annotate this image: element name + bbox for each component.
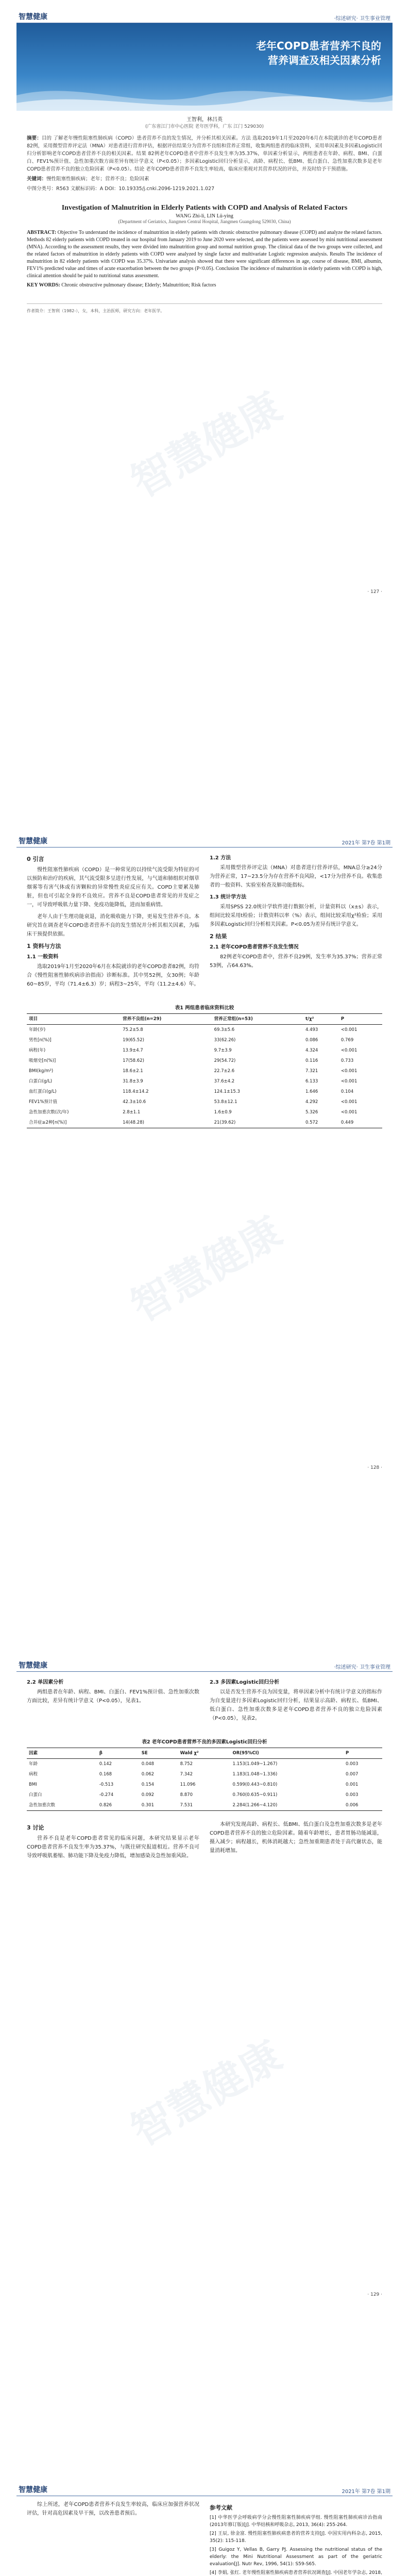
table-2-grid (27, 1748, 382, 1811)
table-cell: 0.062 (141, 1772, 155, 1777)
paragraph: 营养不良是老年COPD患者常见的临床问题，本研究结果显示老年COPD患者营养不良发生率为35.37%，与既往研究报道相近。营养不良可导致呼吸肌萎缩、肺功能下降及免疫力降低，增加感染及急性加重风险。 (27, 1836, 199, 1859)
keywords-cn: 关键词：慢性阻塞性肺疾病；老年；营养不良；危险因素 (27, 176, 149, 182)
table-cell: 7.321 (305, 1069, 318, 1074)
subsection-heading: 2.2 单因素分析 (27, 1680, 64, 1685)
table-cell: 0.154 (141, 1782, 155, 1787)
table-cell: 年龄 (29, 1761, 38, 1767)
paragraph: 综上所述，老年COPD患者营养不良发生率较高，临床应加强营养状况评估，针对高危因素及早干预，以改善患者预后。 (27, 2502, 199, 2516)
table-cell: 75.2±5.8 (123, 1027, 143, 1032)
column-left (27, 1820, 199, 1863)
table-header-cell: P (344, 1748, 382, 1759)
table-cell: 0.449 (339, 1117, 382, 1128)
table-cell: 0.104 (340, 1089, 354, 1094)
table-cell: 2.284(1.266~4.120) (231, 1800, 344, 1811)
paragraph: 两组患者在年龄、病程、BMI、白蛋白、FEV1%预计值、急性加重次数方面比较，差异有统计学意义（P<0.05），见表1。 (27, 1689, 199, 1704)
abstract-en: ABSTRACT: Objective To understand the incidence of malnutrition in elderly patients with chronic obstructive pulmonary disease (COPD) and analyze the related factors. Methods 82 elderly patients with COPD treated in our hospital from January 2019 to June 2020 were selected, and the patients were assessed by mini nutritional assessment (MNA). According to the assessment results, they were divided into malnutrition group and normal nutrition group. The clinical data of the two groups were collected, and the related factors of malnutrition in elderly patients with COPD were analyzed by single factor and multivariate Logistic regression analysis. Results The incidence of malnutrition in 82 elderly patients with COPD was 35.37%. Univariate analysis showed that there were significant differences in age, course of disease, BMI, albumin, FEV1% predicted value and times of acute exacerbation between the two groups (P<0.05). Conclusion The incidence of malnutrition in elderly patients with COPD is high, clinical attention should be paid to nutritional status assessment. KEY WORDS: Chronic obstructive pulmonary disease; Elderly; Malnutrition; Risk factors (27, 230, 382, 288)
page-header (16, 10, 393, 23)
table-cell: 男性[n(%)] (29, 1038, 52, 1043)
keywords-en: KEY WORDS: Chronic obstructive pulmonary disease; Elderly; Malnutrition; Risk factors (27, 282, 216, 288)
page-number: · 128 · (367, 1465, 382, 1470)
table-cell: 2.8±1.1 (123, 1110, 141, 1115)
table-cell: 1.183(1.048~1.336) (232, 1772, 278, 1777)
section-heading: 2 结果 (210, 933, 227, 940)
page-1 (16, 10, 393, 814)
table-row (27, 1035, 382, 1045)
reference-item: [3] Guigoz Y, Vellas B, Garry PJ. Assessing the nutritional status of the elderly: the Mini Nutritional Assessment as part of the geriatric evaluation[J]. Nutr Rev, 1996, 54(1): S59-S65. (210, 2547, 382, 2567)
table-header-cell: 项目 (27, 1014, 121, 1025)
title-line-1: 老年COPD患者营养不良的 (256, 40, 381, 52)
table-cell: 19(65.52) (123, 1038, 144, 1043)
table-cell: 22.7±2.6 (214, 1069, 235, 1074)
table-row (27, 1107, 382, 1117)
table-cell: 33(62.26) (214, 1038, 236, 1043)
table-cell: <0.001 (340, 1048, 357, 1053)
table-cell: <0.001 (340, 1110, 357, 1115)
paragraph: 采用SPSS 22.0统计学软件进行数据分析，计量资料以（x±s）表示，组间比较采用t检验；计数资料以率（%）表示，组间比较采用χ²检验；采用多因素Logistic回归分析相关因素。P<0.05为差异有统计学意义。 (210, 904, 382, 927)
paragraph: 以是否发生营养不良为因变量，将单因素分析中有统计学意义的指标作为自变量进行多因素Logistic回归分析，结果显示高龄、病程长、低BMI、低白蛋白、急性加重次数多是老年COPD患者营养不良的独立危险因素（P<0.05），见表2。 (210, 1689, 382, 1721)
table-cell: BMI(kg/m²) (29, 1069, 54, 1074)
table-cell: 白蛋白 (29, 1792, 42, 1798)
table-cell: 病程 (29, 1772, 38, 1777)
page-header: 智慧健康 ·综述研究· 卫生事业管理 (16, 1659, 393, 1672)
table-cell: 118.4±14.2 (123, 1089, 149, 1094)
column-right (210, 2500, 382, 2576)
reference-list (210, 2514, 382, 2576)
table-cell: 8.870 (180, 1792, 193, 1798)
table-row (27, 1056, 382, 1066)
table-row (27, 1800, 382, 1811)
table-cell: 0.116 (305, 1058, 318, 1063)
table-cell: 急性加重次数(次/年) (29, 1110, 69, 1115)
table-cell: 0.760(0.635~0.911) (232, 1792, 278, 1798)
table-header-cell: SE (140, 1748, 178, 1759)
reference-item: [4] 李娟, 张红. 老年慢性阻塞性肺疾病患者营养状况调查[J]. 中国老年学杂志, 2018, (210, 2570, 382, 2575)
table-row (27, 1045, 382, 1056)
table-cell: 0.007 (346, 1772, 359, 1777)
table-cell: <0.001 (340, 1069, 357, 1074)
table-cell: 13.9±4.7 (123, 1048, 143, 1053)
table-1-grid (27, 1013, 382, 1128)
column-left (27, 2500, 199, 2576)
table-title: 表1 两组患者临床资料比较 (175, 1005, 234, 1011)
table-cell: 0.599(0.443~0.810) (232, 1782, 278, 1787)
table-cell: 血红蛋白(g/L) (29, 1089, 57, 1094)
table-cell: 病程(年) (29, 1048, 46, 1053)
table-cell: -0.274 (99, 1792, 114, 1798)
table-cell: 0.301 (140, 1800, 178, 1811)
table-cell: 1.6±0.9 (214, 1110, 232, 1115)
journal-logo: 智慧健康 (19, 13, 47, 21)
abstract-label: 摘要： (27, 135, 42, 141)
paragraph: 慢性阻塞性肺疾病（COPD）是一种常见的以持续气流受限为特征的可以预防和治疗的疾病，其气流受限多呈进行性发展，与气道和肺组织对烟草烟雾等有害气体或有害颗粒的异常慢性炎症反应有关。COPD主要累及肺脏，但也可引起全身的不良效应。营养不良是COPD患者常见的并发症之一，可导致呼吸肌力量下降、免疫功能降低，进而加重病情。 (27, 867, 199, 908)
paragraph: 82例老年COPD患者中，营养不良29例，发生率为35.37%；营养正常53例，占64.63%。 (210, 954, 382, 969)
table-cell: 0.086 (305, 1038, 318, 1043)
table-row (27, 1087, 382, 1097)
table-header-cell: t/χ² (303, 1014, 339, 1025)
page-number: · 129 · (367, 2292, 382, 2297)
table-1 (16, 996, 393, 1133)
table-cell: 4.493 (305, 1027, 318, 1032)
abstract-text: 目的 了解老年慢性阻塞性肺疾病（COPD）患者营养不良的发生情况，并分析其相关因素。方法 选取2019年1月至2020年6月在本院就诊的老年COPD患者82例，采用微型营养评定法（MNA）对患者进行营养评估，根据评估结果分为营养不良组和营养正常组，收集两组患者的临床资料，采用单因素及多因素Logistic回归分析影响老年COPD患者营养不良的相关因素。结果 82例老年COPD患者中营养不良发生率为35.37%，单因素分析显示，两组患者在年龄、病程、BMI、白蛋白、FEV1%预计值、急性加重次数方面差异有统计学意义（P<0.05）；多因素Logistic回归分析显示，高龄、病程长、低BMI、低白蛋白、急性加重次数多是老年COPD患者营养不良的独立危险因素（P<0.05）。结论 老年COPD患者营养不良发生率较高，临床应重视对其营养状况的评估，并及时给予干预措施。 (27, 135, 382, 172)
footnote: 作者简介：王智利（1982-），女，本科，主治医师，研究方向：老年医学。 (27, 309, 165, 313)
table-cell: 4.324 (305, 1048, 318, 1053)
reference-item: [2] 王辰, 徐金富. 慢性阻塞性肺疾病患者的营养支持[J]. 中国实用内科杂志, 2015, 35(2): 115-118. (210, 2531, 382, 2544)
table-cell: 吸烟史[n(%)] (29, 1058, 56, 1063)
page-number: · 127 · (367, 589, 382, 595)
paragraph: 采用微型营养评定法（MNA）对患者进行营养评估，MNA总分≥24分为营养正常，17~23.5分为存在营养不良风险，<17分为营养不良。收集患者的一般资料、实验室检查及肺功能指标。 (210, 865, 382, 888)
table-header-cell: β (97, 1748, 140, 1759)
table-cell: 0.001 (346, 1782, 359, 1787)
table-cell: 42.3±10.6 (123, 1099, 146, 1105)
watermark: 智慧健康 (123, 383, 290, 507)
column-left (27, 852, 199, 992)
table-cell: 31.8±3.9 (123, 1079, 143, 1084)
table-row (27, 1076, 382, 1087)
table-cell: 53.8±12.1 (214, 1099, 237, 1105)
column-right (210, 1820, 382, 1863)
abstract-cn (16, 129, 393, 198)
subsection-heading: 1.1 一般资料 (27, 954, 59, 960)
english-authors: WANG Zhi-li, LIN Lü-ying (176, 213, 233, 219)
table-cell: 0.733 (340, 1058, 354, 1063)
table-cell: 0.006 (344, 1800, 382, 1811)
table-cell: 9.7±3.9 (214, 1048, 232, 1053)
table-cell: 急性加重次数 (27, 1800, 97, 1811)
title-banner (16, 23, 393, 111)
table-cell: 1.153(1.049~1.267) (232, 1761, 278, 1767)
section-heading: 1 资料与方法 (27, 943, 61, 950)
table-cell: 124.1±15.3 (214, 1089, 240, 1094)
table-cell: <0.001 (340, 1099, 357, 1105)
table-row (27, 1790, 382, 1800)
reference-item: [1] 中华医学会呼吸病学分会慢性阻塞性肺疾病学组. 慢性阻塞性肺疾病诊治指南(2013年修订版)[J]. 中华结核和呼吸杂志, 2013, 36(4): 255-264. (210, 2515, 382, 2528)
table-cell: 37.6±4.2 (214, 1079, 235, 1084)
column-right (210, 1676, 382, 1726)
table-cell: 14(48.28) (121, 1117, 212, 1128)
watermark: 智慧健康 (123, 2031, 290, 2156)
table-title: 表2 老年COPD患者营养不良的多因素Logistic回归分析 (142, 1739, 267, 1745)
affiliation: (广东省江门市中心医院 老年医学科，广东 江门 529030) (145, 124, 264, 129)
table-cell: FEV1%预计值 (29, 1099, 58, 1105)
table-header-cell: 营养不良组(n=29) (121, 1014, 212, 1025)
column-left (27, 1676, 199, 1726)
table-row (27, 1769, 382, 1780)
table-header-cell: P (339, 1014, 382, 1025)
subsection-heading: 1.2 方法 (210, 855, 231, 861)
page-3 (16, 1659, 393, 2463)
table-cell: 合并症≥2种[n(%)] (27, 1117, 121, 1128)
table-cell: 1.646 (305, 1089, 318, 1094)
section-heading: 3 讨论 (27, 1824, 44, 1831)
section-heading: 0 引言 (27, 856, 44, 862)
table-cell: 5.326 (305, 1110, 318, 1115)
table-cell: 0.092 (141, 1792, 155, 1798)
table-cell: 0.142 (99, 1761, 112, 1767)
table-cell: 0.048 (141, 1761, 155, 1767)
table-2 (16, 1730, 393, 1816)
table-cell: 11.096 (180, 1782, 196, 1787)
table-row (27, 1759, 382, 1770)
paragraph: 本研究发现高龄、病程长、低BMI、低白蛋白及急性加重次数多是老年COPD患者营养不良的独立危险因素。随着年龄增长，患者胃肠功能减退，摄入减少；病程越长，机体消耗越大；急性加重期患者处于高代谢状态，能量消耗增加。 (210, 1822, 382, 1854)
table-cell: 0.003 (346, 1761, 359, 1767)
wave-graphic (16, 80, 393, 111)
table-cell: 7.342 (180, 1772, 193, 1777)
table-row (27, 1066, 382, 1076)
page-header: 智慧健康 2021年 第7卷 第1期 (16, 2483, 393, 2496)
table-cell: 4.292 (305, 1099, 318, 1105)
page-2 (16, 835, 393, 1638)
table-header-cell: OR(95%CI) (231, 1748, 344, 1759)
subsection-heading: 2.1 老年COPD患者营养不良发生情况 (210, 944, 299, 950)
table-cell: 29(54.72) (214, 1058, 236, 1063)
page-header: 智慧健康 2021年 第7卷 第1期 (16, 835, 393, 848)
table-cell: BMI (29, 1782, 37, 1787)
table-cell: 6.133 (305, 1079, 318, 1084)
table-cell: <0.001 (340, 1079, 357, 1084)
header-right: ·综述研究· 卫生事业管理 (334, 16, 390, 22)
watermark: 智慧健康 (123, 1207, 290, 1331)
table-row (27, 1780, 382, 1790)
table-cell: -0.513 (99, 1782, 114, 1787)
table-cell: 69.3±5.6 (214, 1027, 235, 1032)
table-header-cell: Wald χ² (178, 1748, 231, 1759)
table-cell: 0.168 (99, 1772, 112, 1777)
clc-line: 中图分类号：R563 文献标识码：A DOI：10.19335/j.cnki.2096-1219.2021.1.027 (27, 186, 215, 192)
references-heading: 参考文献 (210, 2504, 232, 2511)
subsection-heading: 2.3 多因素Logistic回归分析 (210, 1680, 280, 1685)
table-header-cell: 营养正常组(n=53) (212, 1014, 303, 1025)
table-cell: 18.6±2.1 (123, 1069, 143, 1074)
table-cell: 8.752 (180, 1761, 193, 1767)
table-cell: 7.531 (178, 1800, 231, 1811)
table-cell: 0.769 (340, 1038, 354, 1043)
authors: 王智利，林吕英 (186, 117, 223, 123)
table-header-cell: 因素 (27, 1748, 97, 1759)
paper-title (160, 39, 381, 67)
table-cell: 白蛋白(g/L) (29, 1079, 53, 1084)
column-right (210, 852, 382, 992)
english-title: Investigation of Malnutrition in Elderly Patients with COPD and Analysis of Related Factors (61, 204, 348, 212)
table-row (27, 1025, 382, 1036)
table-cell: 年龄(岁) (29, 1027, 46, 1032)
english-affiliation: (Department of Geriatrics, Jiangmen Central Hospital, Jiangmen Guangdong 529030, China) (118, 219, 291, 224)
table-cell: 21(39.62) (212, 1117, 303, 1128)
table-row (27, 1097, 382, 1107)
table-cell: 0.826 (97, 1800, 140, 1811)
table-cell: 0.003 (346, 1792, 359, 1798)
table-row (27, 1117, 382, 1128)
table-cell: <0.001 (340, 1027, 357, 1032)
subsection-heading: 1.3 统计学方法 (210, 894, 247, 900)
paragraph: 选取2019年1月至2020年6月在本院就诊的老年COPD患者82例，均符合《慢性阻塞性肺疾病诊治指南》诊断标准。其中男52例，女30例；年龄60~85岁，平均（71.4±6.3）岁；病程3~25年，平均（11.2±4.6）年。 (27, 964, 199, 987)
paragraph: 老年人由于生理功能衰退，消化吸收能力下降，更易发生营养不良。本研究旨在调查老年COPD患者营养不良的发生情况并分析其相关因素，为临床干预提供依据。 (27, 914, 199, 937)
page-4 (16, 2483, 393, 2576)
table-cell: 0.572 (303, 1117, 339, 1128)
table-cell: 17(58.62) (123, 1058, 144, 1063)
title-line-2: 营养调查及相关因素分析 (268, 54, 381, 66)
